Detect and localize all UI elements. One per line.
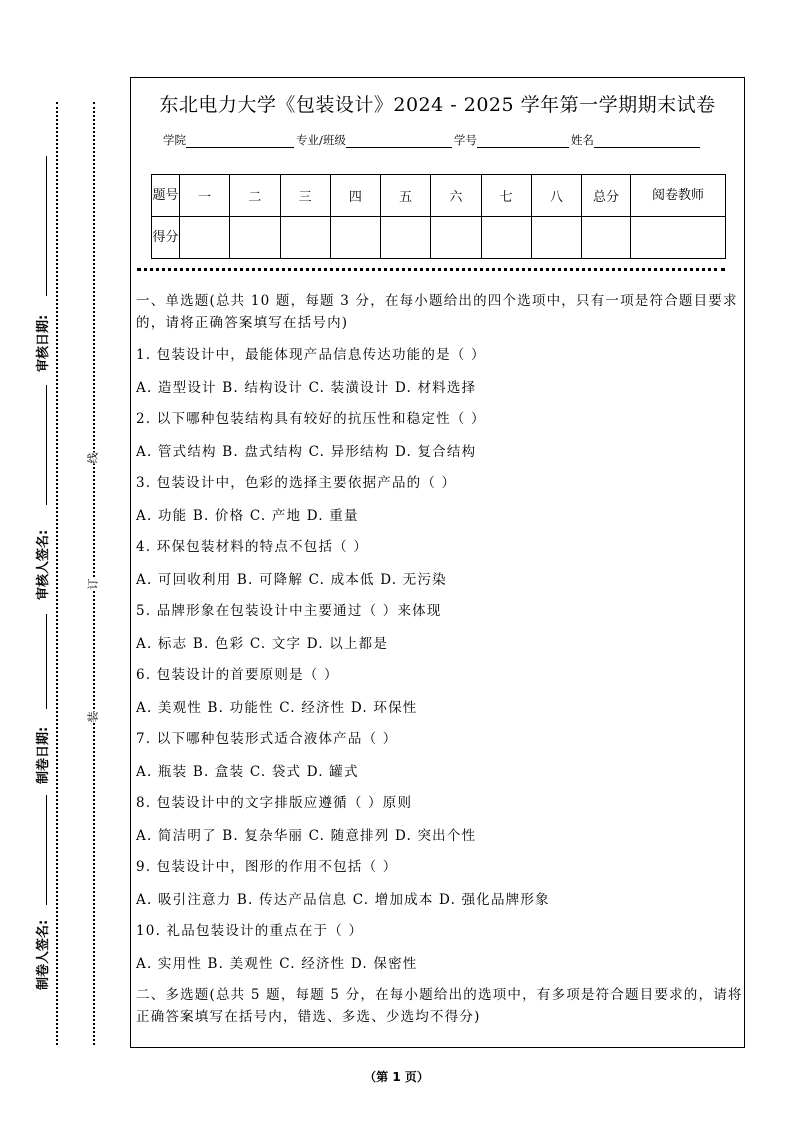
col-header: 四 [330,175,380,217]
major-field[interactable] [346,134,452,148]
score-cell[interactable] [330,217,380,259]
score-cell-total[interactable] [582,217,631,259]
bind-line-char: 线 [86,452,100,464]
student-info-row [163,132,702,148]
make-date-line [46,614,47,709]
question-options: A. 美观性 B. 功能性 C. 经济性 D. 环保性 [136,700,418,716]
row-header-score: 得分 [152,217,180,259]
col-header: 七 [481,175,531,217]
col-header-total: 总分 [582,175,631,217]
col-header: 二 [230,175,280,217]
question: 8. 包装设计中的文字排版应遵循（ ）原则 [136,795,413,811]
review-date-label: 审核日期: [36,314,51,372]
question: 6. 包装设计的首要原则是（ ） [136,667,339,683]
reviewer-sign-label: 审核人签名: [36,529,51,600]
bind-order-char: 订 [86,578,100,590]
col-header: 三 [280,175,330,217]
make-date-label: 制卷日期: [36,726,51,784]
question-options: A. 管式结构 B. 盘式结构 C. 异形结构 D. 复合结构 [136,444,477,460]
school-field[interactable] [186,134,294,148]
question-options: A. 功能 B. 价格 C. 产地 D. 重量 [136,508,359,524]
name-field[interactable] [594,134,700,148]
row-header-question-no: 题号 [152,175,180,217]
col-header-grader: 阅卷教师 [631,175,726,217]
maker-sign-line [46,795,47,905]
col-header: 五 [381,175,431,217]
school-label: 学院 [163,133,186,147]
question: 4. 环保包装材料的特点不包括（ ） [136,539,369,555]
score-cell[interactable] [531,217,581,259]
exam-title: 东北电力大学《包装设计》2024 - 2025 学年第一学期期末试卷 [159,94,716,116]
score-cell[interactable] [280,217,330,259]
question-options: A. 瓶装 B. 盒装 C. 袋式 D. 罐式 [136,764,359,780]
question: 1. 包装设计中，最能体现产品信息传达功能的是（ ） [136,347,486,363]
score-table-header-row [152,175,726,217]
question: 9. 包装设计中，图形的作用不包括（ ） [136,859,398,875]
page-footer: （第 1 页） [364,1070,429,1084]
score-cell[interactable] [431,217,481,259]
col-header: 六 [431,175,481,217]
score-cell[interactable] [381,217,431,259]
maker-sign-label: 制卷人签名: [36,919,51,990]
student-id-field[interactable] [477,134,569,148]
question-options: A. 实用性 B. 美观性 C. 经济性 D. 保密性 [136,956,418,972]
binding-dotted-line [93,102,95,1045]
question-options: A. 吸引注意力 B. 传达产品信息 C. 增加成本 D. 强化品牌形象 [136,892,550,908]
score-cell-grader[interactable] [631,217,726,259]
question-options: A. 简洁明了 B. 复杂华丽 C. 随意排列 D. 突出个性 [136,828,477,844]
question: 7. 以下哪种包装形式适合液体产品（ ） [136,731,398,747]
question: 2. 以下哪种包装结构具有较好的抗压性和稳定性（ ） [136,411,486,427]
score-cell[interactable] [230,217,280,259]
section1-header: 一、单选题(总共 10 题，每题 3 分，在每小题给出的四个选项中，只有一项是符合题目要求的，请将正确答案填写在括号内) [136,293,738,331]
col-header: 一 [180,175,230,217]
name-label: 姓名 [570,133,594,147]
question-options: A. 标志 B. 色彩 C. 文字 D. 以上都是 [136,636,389,652]
col-header: 八 [531,175,581,217]
student-id-label: 学号 [453,133,477,147]
dotted-separator [137,268,725,271]
score-table [151,174,726,259]
review-date-line [46,156,47,296]
question: 5. 品牌形象在包装设计中主要通过（ ）来体现 [136,603,442,619]
exam-content [136,290,743,1028]
section2-header: 二、多选题(总共 5 题，每题 5 分，在每小题给出的选项中，有多项是符合题目要求的，请将正确答案填写在括号内，错选、多选、少选均不得分) [136,987,743,1025]
score-cell[interactable] [180,217,230,259]
major-label: 专业/班级 [296,133,346,147]
score-table-score-row [152,217,726,259]
question: 10. 礼品包装设计的重点在于（ ） [136,923,364,939]
question: 3. 包装设计中，色彩的选择主要依据产品的（ ） [136,475,457,491]
score-cell[interactable] [481,217,531,259]
bind-fold-char: 装 [86,711,100,723]
question-options: A. 可回收利用 B. 可降解 C. 成本低 D. 无污染 [136,572,447,588]
left-dotted-border [56,102,58,1045]
exam-frame [130,77,745,1048]
question-options: A. 造型设计 B. 结构设计 C. 装潢设计 D. 材料选择 [136,380,477,396]
reviewer-sign-line [46,385,47,505]
